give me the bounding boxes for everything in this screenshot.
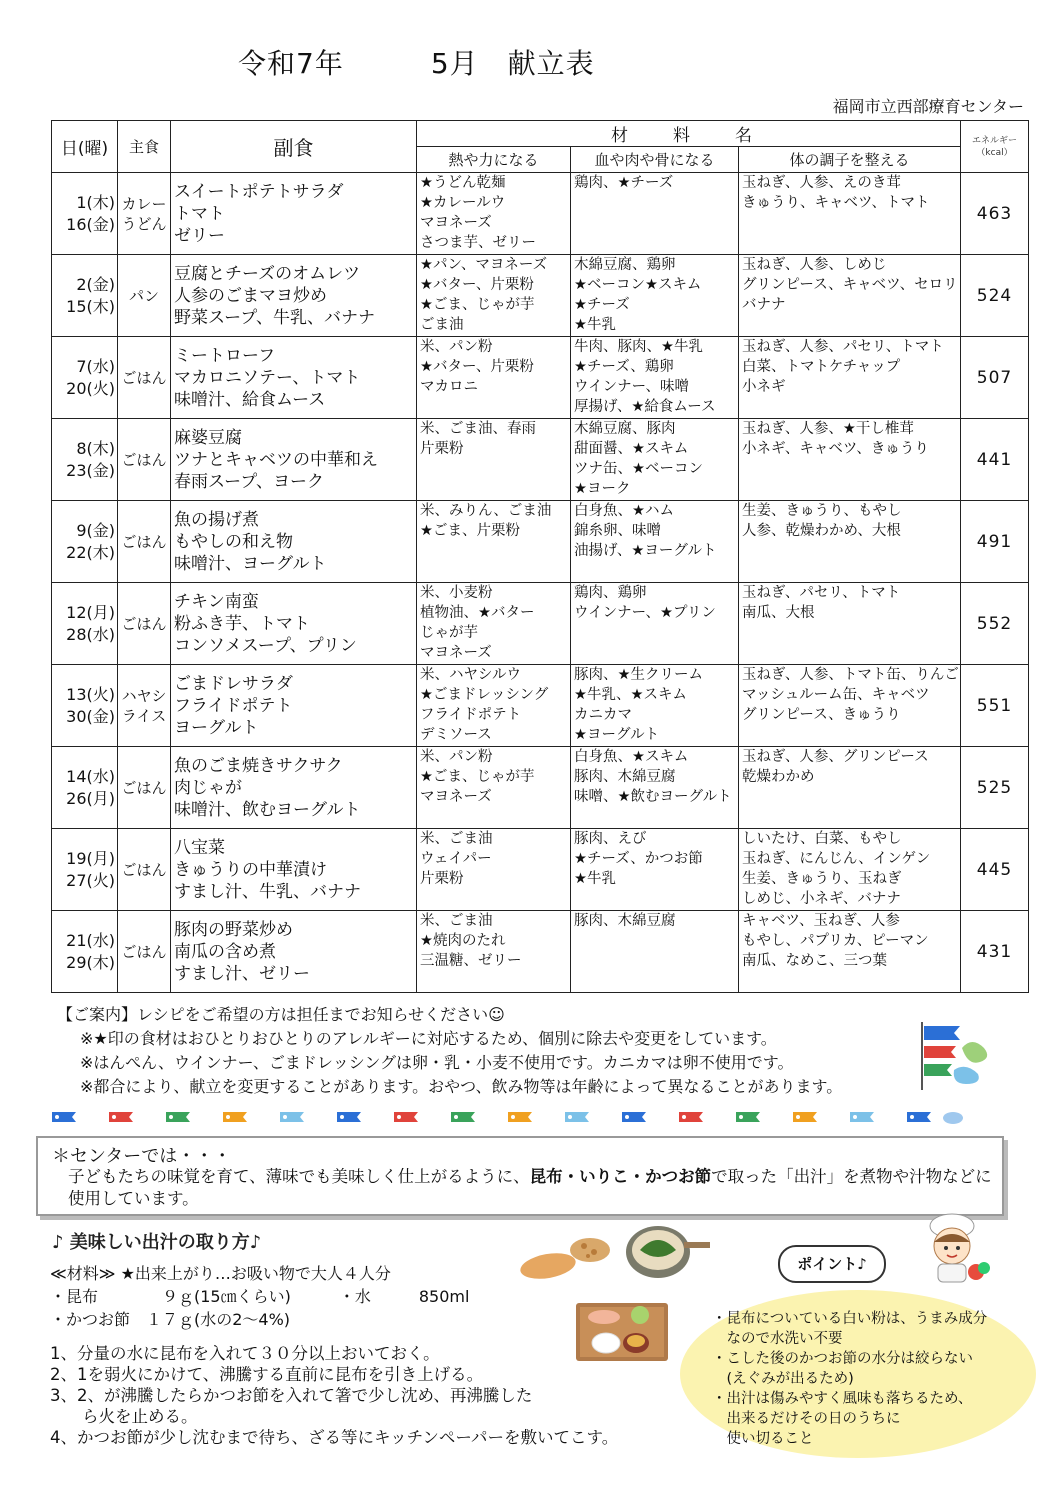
food-item: 玉ねぎ、人参、★干し椎茸: [742, 421, 914, 437]
day-label: 8(木): [76, 438, 115, 458]
tip-line: ・こした後のかつお節の水分は絞らない: [712, 1351, 973, 1367]
food-item: ごま油: [420, 317, 464, 333]
food-item: ★牛乳、★スキム: [574, 687, 687, 703]
side-dish-item: ゼリー: [174, 225, 225, 246]
menu-change-note: ※都合により、献立を変更することがあります。おやつ、飲み物等は年齢によって異なることがあります。: [80, 1077, 843, 1096]
header-materials: 材 料 名: [417, 121, 961, 147]
food-item: 鶏肉、★チーズ: [574, 175, 674, 191]
food-item: ウインナー、★プリン: [574, 605, 716, 621]
day-label: 22(木): [66, 542, 115, 562]
food-item: ★ごま、じゃが芋: [420, 297, 535, 313]
blood-foods-cell: [571, 583, 739, 665]
day-label: 14(水): [66, 766, 115, 786]
day-label: 16(金): [66, 214, 115, 234]
food-item: ★パン、マヨネーズ: [420, 257, 548, 273]
food-item: 厚揚げ、★給食ムース: [574, 399, 716, 415]
side-dish-item: 粉ふき芋、トマト: [174, 613, 310, 634]
food-item: ★牛乳: [574, 871, 616, 887]
staple-label: ごはん: [121, 778, 167, 797]
staple-label: ハヤシ: [121, 686, 167, 705]
food-item: 白菜、トマトケチャップ: [742, 359, 901, 375]
food-item: ウェイパー: [420, 851, 492, 867]
header-day: 日(曜): [52, 121, 118, 173]
staple-cell: [118, 337, 171, 419]
food-item: 生姜、きゅうり、もやし: [742, 503, 902, 519]
kcal-cell: 441: [961, 419, 1029, 501]
day-label: 1(木): [76, 192, 115, 212]
day-cell: [52, 665, 118, 747]
food-item: バナナ: [742, 297, 786, 313]
body-foods-cell: [739, 501, 961, 583]
header-energy-foods: 熱や力になる: [417, 147, 571, 173]
header-blood-foods: 血や肉や骨になる: [571, 147, 739, 173]
food-item: 玉ねぎ、人参、えのき茸: [742, 175, 901, 191]
staple-label: うどん: [121, 214, 167, 233]
side-dish-item: コンソメスープ、プリン: [174, 635, 357, 656]
food-item: 米、ごま油、春雨: [420, 421, 536, 437]
food-item: 片栗粉: [420, 871, 464, 887]
food-item: ★カレールウ: [420, 195, 506, 211]
dashi-steps: [50, 1343, 618, 1448]
kcal-cell: 524: [961, 255, 1029, 337]
staple-label: ごはん: [121, 614, 167, 633]
body-foods-cell: [739, 829, 961, 911]
food-item: マヨネーズ: [420, 789, 492, 805]
food-item: 白身魚、★スキム: [574, 749, 689, 765]
small-carp-icon: [52, 1112, 76, 1122]
header-energy: [961, 121, 1029, 173]
kcal-cell: 507: [961, 337, 1029, 419]
energy-foods-cell: [417, 501, 571, 583]
menu-row: [52, 583, 1029, 665]
small-carp-icon: [166, 1112, 190, 1122]
tip-line: なので水洗い不要: [712, 1331, 843, 1347]
page-title: 令和7年 5月 献立表: [238, 47, 595, 80]
kcal-cell: 463: [961, 173, 1029, 255]
materials-heading: ≪材料≫ ★出来上がり…お吸い物で大人４人分: [50, 1264, 391, 1283]
energy-label: エネルギー: [971, 135, 1017, 146]
side-dish-item: 味噌汁、ヨーグルト: [174, 553, 327, 574]
side-dish-item: フライドポテト: [174, 695, 293, 716]
energy-foods-cell: [417, 173, 571, 255]
small-carp-icon: [565, 1112, 589, 1122]
small-carp-icon: [394, 1112, 418, 1122]
food-item: ★牛乳: [574, 317, 616, 333]
step-1: 1、分量の水に昆布を入れて３０分以上おいておく。: [50, 1344, 440, 1363]
side-dish-cell: [171, 173, 417, 255]
body-foods-cell: [739, 747, 961, 829]
food-item: きゅうり、キャベツ、トマト: [742, 195, 930, 211]
food-item: ツナ缶、★ベーコン: [574, 461, 703, 477]
day-cell: [52, 255, 118, 337]
food-item: マヨネーズ: [420, 215, 492, 231]
point-tips: [712, 1309, 987, 1449]
body-foods-cell: [739, 665, 961, 747]
food-item: ★ごま、じゃが芋: [420, 769, 535, 785]
chef-girl-illustration: [918, 1212, 994, 1286]
day-label: 19(月): [66, 848, 115, 868]
kombu-water-line: ・昆布 ９ｇ(15㎝くらい) ・水 850ml: [50, 1287, 470, 1306]
food-item: さつま芋、ゼリー: [420, 235, 536, 251]
food-item: 豚肉、★生クリーム: [574, 667, 703, 683]
day-cell: [52, 829, 118, 911]
staple-cell: [118, 583, 171, 665]
food-item: 植物油、★バター: [420, 605, 535, 621]
food-item: 米、パン粉: [420, 749, 493, 765]
food-item: 木綿豆腐、豚肉: [574, 421, 676, 437]
side-dish-item: もやしの和え物: [174, 531, 293, 552]
dashi-section-title: ♪ 美味しい出汁の取り方♪: [52, 1232, 262, 1253]
menu-row: [52, 173, 1029, 255]
day-cell: [52, 173, 118, 255]
food-item: ★ヨーク: [574, 481, 631, 497]
food-item: ★ヨーグルト: [574, 727, 660, 743]
body-foods-cell: [739, 337, 961, 419]
small-carp-icon: [679, 1112, 703, 1122]
food-item: マヨネーズ: [420, 645, 492, 661]
side-dish-item: すまし汁、ゼリー: [174, 963, 310, 984]
side-dish-item: ツナとキャベツの中華和え: [174, 449, 378, 470]
tip-line: 出来るだけその日のうちに: [712, 1411, 901, 1427]
side-dish-cell: [171, 501, 417, 583]
food-item: 米、ハヤシルウ: [420, 667, 521, 683]
menu-row: [52, 501, 1029, 583]
food-item: 玉ねぎ、人参、グリンピース: [742, 749, 929, 765]
kcal-cell: 445: [961, 829, 1029, 911]
tip-line: 使い切ること: [712, 1431, 814, 1447]
small-carp-icon: [109, 1112, 133, 1122]
food-item: 鶏肉、鶏卵: [574, 585, 647, 601]
day-cell: [52, 419, 118, 501]
side-dish-item: 豆腐とチーズのオムレツ: [174, 263, 361, 284]
side-dish-item: 野菜スープ、牛乳、バナナ: [174, 307, 375, 328]
energy-foods-cell: [417, 911, 571, 993]
food-item: 味噌、★飲むヨーグルト: [574, 789, 732, 805]
day-label: 7(水): [76, 356, 115, 376]
staple-cell: [118, 501, 171, 583]
food-item: グリンピース、キャベツ、セロリ: [742, 277, 958, 293]
non-use-note: ※はんぺん、ウインナー、ごまドレッシングは卵・乳・小麦不使用です。カニカマは卵不使用です。: [80, 1053, 794, 1072]
body-foods-cell: [739, 419, 961, 501]
body-foods-cell: [739, 255, 961, 337]
side-dish-item: ごまドレサラダ: [174, 673, 293, 694]
food-item: しめじ、小ネギ、バナナ: [742, 891, 901, 907]
food-item: ★ごまドレッシング: [420, 687, 549, 703]
energy-foods-cell: [417, 829, 571, 911]
food-item: 玉ねぎ、パセリ、トマト: [742, 585, 901, 601]
kcal-cell: 525: [961, 747, 1029, 829]
food-item: しいたけ、白菜、もやし: [742, 831, 902, 847]
side-dish-cell: [171, 911, 417, 993]
energy-foods-cell: [417, 583, 571, 665]
side-dish-cell: [171, 747, 417, 829]
food-item: 米、ごま油: [420, 913, 493, 929]
staple-label: パン: [128, 286, 159, 305]
center-info-highlight: 昆布・いりこ・かつお節: [529, 1167, 712, 1186]
center-info-body: [68, 1166, 998, 1210]
organization-name: 福岡市立西部療育センター: [832, 97, 1024, 116]
menu-table: [51, 120, 1029, 993]
food-item: 豚肉、木綿豆腐: [574, 913, 676, 929]
small-carp-icon: [223, 1112, 247, 1122]
point-speech-bubble: ポイント♪: [778, 1245, 886, 1283]
side-dish-item: 味噌汁、給食ムース: [174, 389, 326, 410]
center-info-text-end: で取った「出汁」を煮物や汁物などに使用しています。: [68, 1167, 992, 1208]
day-label: 26(月): [66, 788, 115, 808]
food-item: 人参、乾燥わかめ、大根: [742, 523, 901, 539]
side-dish-item: マカロニソテー、トマト: [174, 367, 361, 388]
staple-label: ごはん: [121, 450, 167, 469]
side-dish-cell: [171, 419, 417, 501]
food-item: カニカマ: [574, 707, 632, 723]
staple-cell: [118, 665, 171, 747]
decorative-carp-row: [48, 1108, 963, 1126]
body-foods-cell: [739, 173, 961, 255]
allergy-note: ※★印の食材はおひとりおひとりのアレルギーに対応するため、個別に除去や変更をしています。: [80, 1029, 777, 1048]
food-item: ★チーズ、かつお節: [574, 851, 703, 867]
staple-label: ライス: [121, 706, 167, 725]
side-dish-item: 魚の揚げ煮: [174, 509, 259, 530]
menu-row: [52, 911, 1029, 993]
small-carp-icon: [736, 1112, 760, 1122]
dashi-bowl-illustration: [622, 1222, 712, 1284]
food-item: フライドポテト: [420, 707, 522, 723]
header-staple: 主食: [118, 121, 171, 173]
staple-label: ごはん: [121, 532, 167, 551]
food-item: 生姜、きゅうり、玉ねぎ: [742, 871, 902, 887]
side-dish-item: ヨーグルト: [174, 717, 259, 738]
food-item: もやし、パプリカ、ピーマン: [742, 933, 929, 949]
side-dish-cell: [171, 337, 417, 419]
tip-line: ・出汁は傷みやすく風味も落ちるため、: [712, 1391, 973, 1407]
center-info-box: [36, 1136, 1004, 1216]
food-item: 南瓜、大根: [742, 605, 815, 621]
food-item: 玉ねぎ、にんじん、インゲン: [742, 851, 931, 867]
small-carp-icon: [337, 1112, 361, 1122]
kcal-cell: 551: [961, 665, 1029, 747]
step-3-continued: ら火を止める。: [82, 1407, 198, 1426]
energy-foods-cell: [417, 665, 571, 747]
side-dish-item: 八宝菜: [174, 837, 225, 858]
food-item: 玉ねぎ、人参、しめじ: [742, 257, 887, 273]
food-item: ★バター、片栗粉: [420, 359, 534, 375]
recipe-guide-note: 【ご案内】レシピをご希望の方は担任までお知らせください☺: [57, 1005, 505, 1024]
food-item: ★焼肉のたれ: [420, 933, 506, 949]
staple-cell: [118, 419, 171, 501]
day-label: 23(金): [66, 460, 115, 480]
blood-foods-cell: [571, 419, 739, 501]
small-carp-icon: [907, 1112, 931, 1122]
food-item: 牛肉、豚肉、★牛乳: [574, 339, 703, 355]
energy-foods-cell: [417, 747, 571, 829]
side-dish-item: 人参のごまマヨ炒め: [174, 285, 327, 306]
small-carp-icon: [793, 1112, 817, 1122]
day-cell: [52, 337, 118, 419]
staple-cell: [118, 173, 171, 255]
food-item: 豚肉、えび: [574, 831, 647, 847]
day-cell: [52, 583, 118, 665]
food-item: グリンピース、きゅうり: [742, 707, 901, 723]
blood-foods-cell: [571, 829, 739, 911]
step-3: 3、2、が沸騰したらかつお節を入れて箸で少し沈め、再沸騰した: [50, 1386, 533, 1405]
food-item: キャベツ、玉ねぎ、人参: [742, 913, 900, 929]
side-dish-cell: [171, 665, 417, 747]
food-item: 油揚げ、★ヨーグルト: [574, 543, 717, 559]
step-2: 2、1を弱火にかけて、沸騰する直前に昆布を引き上げる。: [50, 1365, 484, 1384]
day-label: 30(金): [66, 706, 115, 726]
day-label: 20(火): [66, 378, 115, 398]
menu-row: [52, 747, 1029, 829]
dashi-ingredients: [50, 1262, 469, 1331]
food-item: 小ネギ: [742, 379, 786, 395]
food-item: 豚肉、木綿豆腐: [574, 769, 676, 785]
day-label: 12(月): [66, 602, 115, 622]
kcal-cell: 552: [961, 583, 1029, 665]
staple-cell: [118, 911, 171, 993]
food-item: 甜面醤、★スキム: [574, 441, 689, 457]
day-label: 27(火): [66, 870, 115, 890]
header-side-dish: 副食: [171, 121, 417, 173]
staple-label: ごはん: [121, 942, 167, 961]
food-item: マカロニ: [420, 379, 478, 395]
food-item: ★ベーコン★スキム: [574, 277, 702, 293]
blood-foods-cell: [571, 255, 739, 337]
side-dish-item: 肉じゃが: [174, 777, 242, 798]
day-label: 29(木): [66, 952, 115, 972]
side-dish-item: スイートポテトサラダ: [174, 181, 344, 202]
notes: [57, 1003, 843, 1099]
food-item: 米、みりん、ごま油: [420, 503, 552, 519]
side-dish-cell: [171, 583, 417, 665]
staple-label: カレー: [121, 194, 167, 213]
side-dish-item: 春雨スープ、ヨーク: [174, 471, 324, 492]
food-item: 米、ごま油: [420, 831, 493, 847]
food-item: 三温糖、ゼリー: [420, 953, 522, 969]
body-foods-cell: [739, 911, 961, 993]
kcal-cell: 491: [961, 501, 1029, 583]
food-item: ★バター、片栗粉: [420, 277, 534, 293]
small-carp-icon: [280, 1112, 304, 1122]
food-item: 米、小麦粉: [420, 585, 493, 601]
food-item: マッシュルーム缶、キャベツ: [742, 687, 930, 703]
staple-cell: [118, 747, 171, 829]
carp-streamer-illustration: [914, 1018, 994, 1093]
food-item: デミソース: [420, 727, 492, 743]
day-label: 21(水): [66, 930, 115, 950]
food-item: 錦糸卵、味噌: [574, 523, 661, 539]
menu-row: [52, 337, 1029, 419]
side-dish-item: 魚のごま焼きサクサク: [174, 755, 343, 776]
header-body-foods: 体の調子を整える: [739, 147, 961, 173]
food-item: じゃが芋: [420, 625, 478, 641]
side-dish-item: すまし汁、牛乳、バナナ: [174, 881, 361, 902]
blood-foods-cell: [571, 911, 739, 993]
center-info-title: ＊センターでは・・・: [52, 1146, 232, 1167]
menu-row: [52, 419, 1029, 501]
day-cell: [52, 747, 118, 829]
small-carp-icon: [451, 1112, 475, 1122]
menu-row: [52, 665, 1029, 747]
food-item: ★うどん乾麺: [420, 175, 506, 191]
side-dish-item: 味噌汁、飲むヨーグルト: [174, 799, 361, 820]
katsuobushi-kombu-illustration: [518, 1226, 638, 1286]
staple-cell: [118, 255, 171, 337]
tip-line: (えぐみが出るため): [712, 1371, 854, 1387]
blood-foods-cell: [571, 173, 739, 255]
staple-cell: [118, 829, 171, 911]
day-label: 2(金): [76, 274, 115, 294]
food-item: 小ネギ、キャベツ、きゅうり: [742, 441, 929, 457]
tip-line: ・昆布についている白い粉は、うまみ成分: [712, 1311, 988, 1327]
energy-foods-cell: [417, 255, 571, 337]
side-dish-item: 南瓜の含め煮: [174, 941, 276, 962]
energy-foods-cell: [417, 419, 571, 501]
food-item: 玉ねぎ、人参、トマト缶、りんご: [742, 667, 959, 683]
side-dish-item: 麻婆豆腐: [174, 427, 242, 448]
blood-foods-cell: [571, 337, 739, 419]
energy-unit: （kcal）: [976, 147, 1013, 158]
kcal-cell: 431: [961, 911, 1029, 993]
center-info-text: 子どもたちの味覚を育て、薄味でも美味しく仕上がるように、: [68, 1167, 530, 1186]
day-label: 13(火): [66, 684, 115, 704]
katsuobushi-line: ・かつお節 １７ｇ(水の2～4%): [50, 1310, 291, 1329]
food-item: 玉ねぎ、人参、パセリ、トマト: [742, 339, 944, 355]
side-dish-item: ミートローフ: [174, 345, 276, 366]
food-item: 木綿豆腐、鶏卵: [574, 257, 676, 273]
body-foods-cell: [739, 583, 961, 665]
cloud-icon: [943, 1112, 963, 1124]
food-item: ★チーズ: [574, 297, 630, 313]
menu-table-body: [52, 173, 1029, 993]
day-label: 28(水): [66, 624, 115, 644]
staple-label: ごはん: [121, 860, 167, 879]
food-item: ★チーズ、鶏卵: [574, 359, 674, 375]
side-dish-item: チキン南蛮: [174, 591, 259, 612]
food-item: ウインナー、味噌: [574, 379, 689, 395]
food-item: 乾燥わかめ: [742, 769, 815, 785]
food-item: 片栗粉: [420, 441, 464, 457]
blood-foods-cell: [571, 747, 739, 829]
side-dish-item: 豚肉の野菜炒め: [174, 919, 293, 940]
menu-row: [52, 255, 1029, 337]
day-cell: [52, 501, 118, 583]
side-dish-cell: [171, 829, 417, 911]
side-dish-item: トマト: [174, 203, 225, 224]
blood-foods-cell: [571, 665, 739, 747]
day-label: 9(金): [76, 520, 115, 540]
food-item: 南瓜、なめこ、三つ葉: [742, 953, 887, 969]
step-4: 4、かつお節が少し沈むまで待ち、ざる等にキッチンペーパーを敷いてこす。: [50, 1428, 619, 1447]
side-dish-cell: [171, 255, 417, 337]
food-item: ★ごま、片栗粉: [420, 523, 520, 539]
day-label: 15(木): [66, 296, 115, 316]
food-item: 白身魚、★ハム: [574, 503, 674, 519]
small-carp-icon: [622, 1112, 646, 1122]
small-carp-icon: [508, 1112, 532, 1122]
small-carp-icon: [850, 1112, 874, 1122]
menu-row: [52, 829, 1029, 911]
day-cell: [52, 911, 118, 993]
staple-label: ごはん: [121, 368, 167, 387]
food-item: 米、パン粉: [420, 339, 493, 355]
blood-foods-cell: [571, 501, 739, 583]
energy-foods-cell: [417, 337, 571, 419]
side-dish-item: きゅうりの中華漬け: [174, 859, 327, 880]
